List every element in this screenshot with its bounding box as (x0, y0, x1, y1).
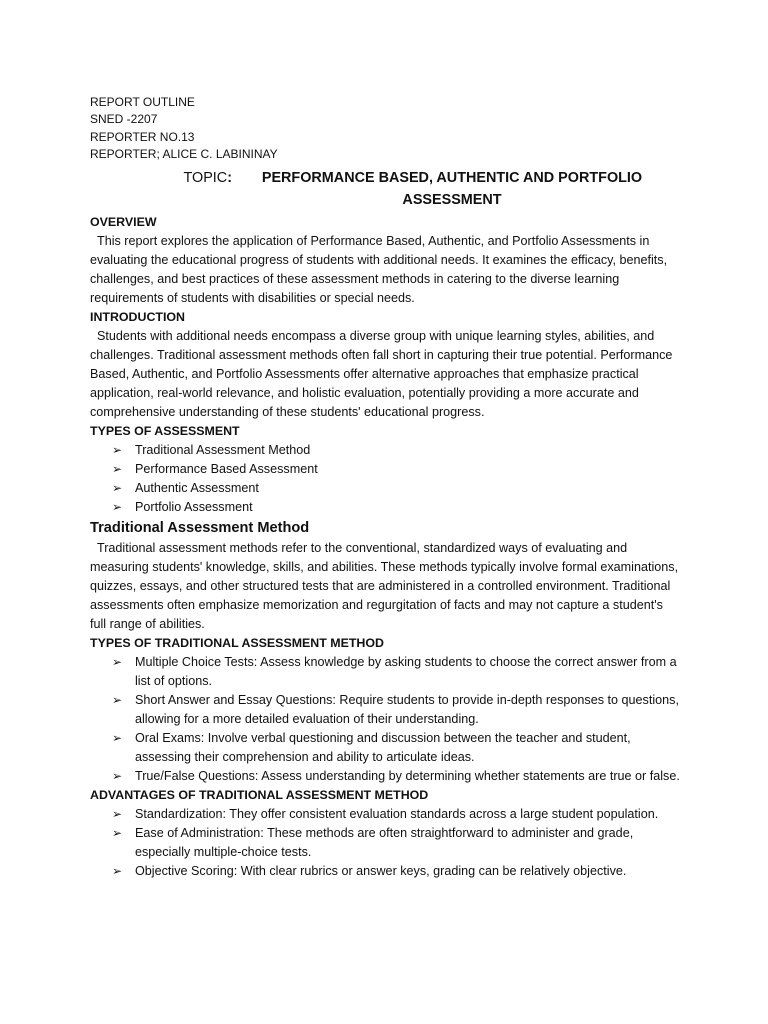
list-item: ➢ Performance Based Assessment (112, 460, 682, 479)
advantages-list (90, 805, 682, 881)
arrow-bullet-icon: ➢ (112, 693, 123, 708)
arrow-bullet-icon: ➢ (112, 481, 123, 496)
list-item: ➢ Standardization: They offer consistent evaluation standards across a large student population. (112, 805, 682, 824)
list-item: ➢ Short Answer and Essay Questions: Require students to provide in-depth responses to questions, allowing for a more detailed evaluation of their understanding. (112, 693, 679, 727)
advantages-heading: ADVANTAGES OF TRADITIONAL ASSESSMENT METHOD (90, 788, 429, 803)
traditional-types-list (90, 653, 682, 786)
list-item: ➢ Portfolio Assessment (112, 498, 682, 517)
arrow-bullet-icon: ➢ (112, 500, 123, 515)
overview-paragraph: This report explores the application of Performance Based, Authentic, and Portfolio Assessments in evaluating the educational progress of students with additional needs. It examines the efficacy, benefits, challenges, and best practices of these assessment methods in catering to the diverse learning requirements of students with disabilities or special needs. (90, 234, 668, 306)
reporter-number: REPORTER NO.13 (90, 129, 195, 144)
topic-label: TOPIC: (183, 170, 232, 187)
topic-row (90, 167, 682, 211)
traditional-paragraph: Traditional assessment methods refer to the conventional, standardized ways of evaluating and measuring students' knowledge, skills, and abilities. These methods typically involve formal examinations, quizzes, essays, and other structured tests that are administered in a controlled environment. Traditional assessments often emphasize memorization and regurgitation of facts and may not capture a student's full range of abilities. (90, 541, 679, 632)
report-header (90, 94, 682, 163)
traditional-heading: Traditional Assessment Method (90, 520, 310, 537)
arrow-bullet-icon: ➢ (112, 769, 123, 784)
overview-heading: OVERVIEW (90, 215, 157, 230)
types-heading: TYPES OF ASSESSMENT (90, 424, 240, 439)
list-item: ➢ Authentic Assessment (112, 479, 682, 498)
list-item: ➢ Multiple Choice Tests: Assess knowledge by asking students to choose the correct answer from a list of options. (112, 655, 677, 689)
arrow-bullet-icon: ➢ (112, 731, 123, 746)
arrow-bullet-icon: ➢ (112, 864, 123, 879)
list-item: ➢ Traditional Assessment Method (112, 441, 682, 460)
list-item: ➢ Objective Scoring: With clear rubrics or answer keys, grading can be relatively objective. (112, 862, 682, 881)
arrow-bullet-icon: ➢ (112, 826, 123, 841)
list-item: ➢ True/False Questions: Assess understanding by determining whether statements are true or false. (112, 767, 682, 786)
course-code: SNED -2207 (90, 112, 158, 127)
arrow-bullet-icon: ➢ (112, 807, 123, 822)
types-list (90, 441, 682, 517)
list-item: ➢ Ease of Administration: These methods are often straightforward to administer and grade, especially multiple-choice tests. (112, 826, 634, 860)
arrow-bullet-icon: ➢ (112, 655, 123, 670)
traditional-types-heading: TYPES OF TRADITIONAL ASSESSMENT METHOD (90, 636, 384, 651)
introduction-heading: INTRODUCTION (90, 310, 185, 325)
introduction-paragraph: Students with additional needs encompass a diverse group with unique learning styles, abilities, and challenges. Traditional assessment methods often fall short in capturing their true potential. Performance Based, Authentic, and Portfolio Assessments offer alternative approaches that emphasize practical application, real-world relevance, and holistic evaluation, potentially providing a more accurate and comprehensive understanding of these students' educational progress. (90, 329, 673, 420)
arrow-bullet-icon: ➢ (112, 462, 123, 477)
reporter-name: REPORTER; ALICE C. LABININAY (90, 146, 278, 161)
arrow-bullet-icon: ➢ (112, 443, 123, 458)
topic-title: PERFORMANCE BASED, AUTHENTIC AND PORTFOLIO ASSESSMENT (261, 170, 643, 209)
list-item: ➢ Oral Exams: Involve verbal questioning and discussion between the teacher and student, assessing their comprehension and ability to articulate ideas. (112, 731, 631, 765)
report-outline-label: REPORT OUTLINE (90, 95, 195, 109)
